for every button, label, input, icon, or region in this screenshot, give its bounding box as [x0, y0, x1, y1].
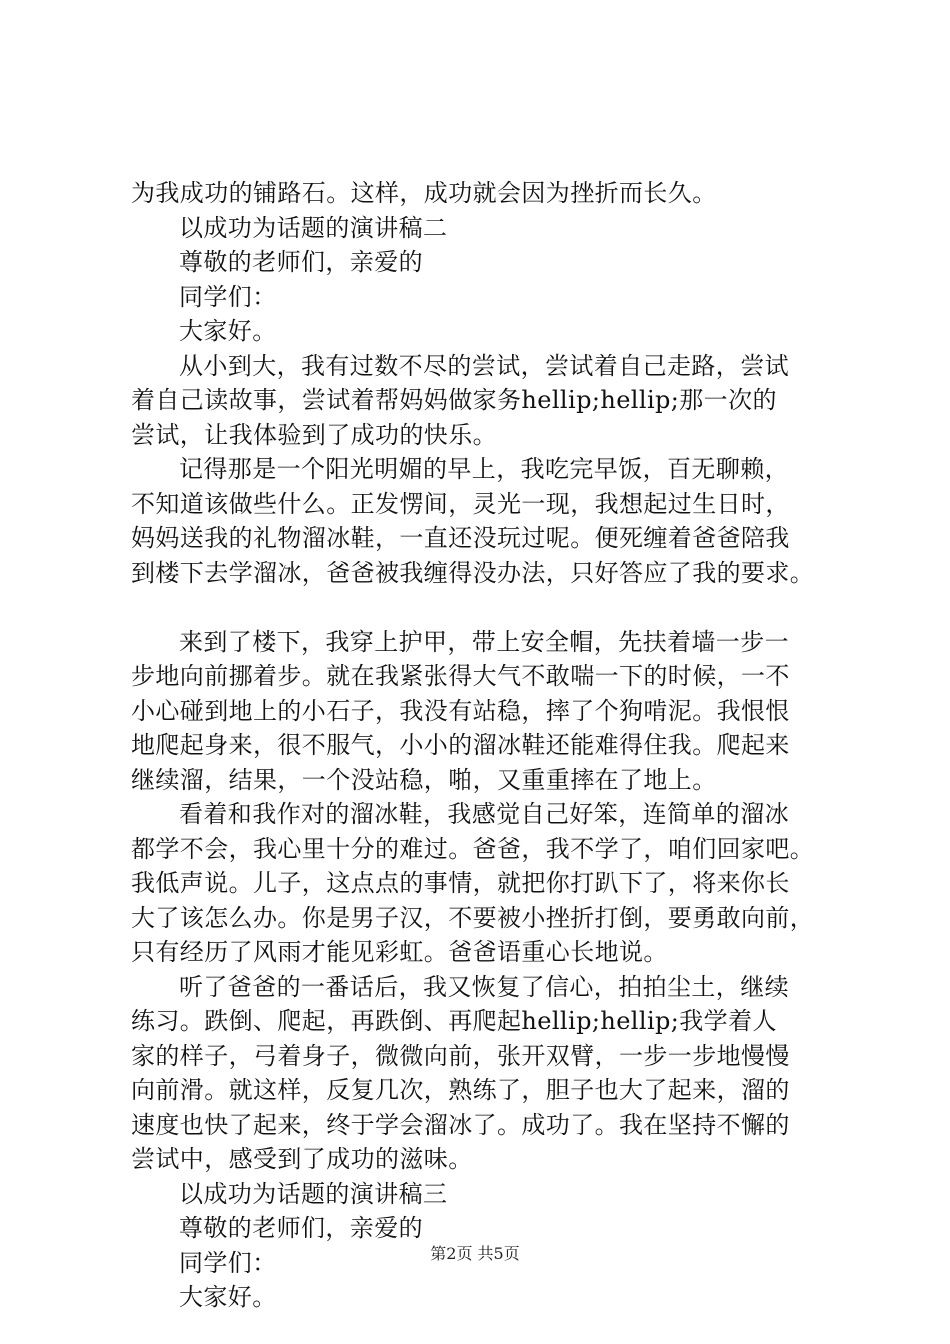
paragraph-line: 我低声说。儿子，这点点的事情，就把你打趴下了，将来你长 [131, 869, 790, 897]
paragraph-line: 大了该怎么办。你是男子汉，不要被小挫折打倒，要勇敢向前， [131, 903, 815, 932]
paragraph-line: 速度也快了起来，终于学会溜冰了。成功了。我在坚持不懈的 [131, 1110, 790, 1139]
paragraph-line: 记得那是一个阳光明媚的早上，我吃完早饭，百无聊赖， [179, 455, 789, 483]
paragraph-line: 地爬起身来，很不服气，小小的溜冰鞋还能难得住我。爬起来 [131, 731, 790, 759]
salutation-line: 同学们： [179, 1248, 277, 1277]
greeting-line: 大家好。 [179, 317, 277, 345]
salutation-line: 同学们： [179, 282, 277, 311]
section-heading-2: 以成功为话题的演讲稿二 [179, 213, 448, 242]
paragraph-line: 步地向前挪着步。就在我紧张得大气不敢喘一下的时候，一不 [131, 662, 790, 690]
paragraph-line: 尝试，让我体验到了成功的快乐。 [131, 420, 497, 449]
paragraph-line: 继续溜，结果，一个没站稳，啪，又重重摔在了地上。 [131, 765, 717, 794]
paragraph-gap [131, 590, 851, 625]
paragraph-line: 练习。跌倒、爬起，再跌倒、再爬起hellip;hellip;我学着人 [131, 1007, 777, 1035]
paragraph-line: 看着和我作对的溜冰鞋，我感觉自己好笨，连简单的溜冰 [179, 800, 789, 828]
paragraph-line: 尝试中，感受到了成功的滋味。 [131, 1145, 473, 1173]
paragraph-line: 来到了楼下，我穿上护甲，带上安全帽，先扶着墙一步一 [179, 627, 789, 656]
document-body [131, 176, 851, 1315]
text-line: 为我成功的铺路石。这样，成功就会因为挫折而长久。 [131, 179, 717, 207]
paragraph-line: 只有经历了风雨才能见彩虹。爸爸语重心长地说。 [131, 938, 668, 966]
paragraph-line: 不知道该做些什么。正发愣间，灵光一现，我想起过生日时， [131, 489, 790, 518]
paragraph-line: 向前滑。就这样，反复几次，熟练了，胆子也大了起来，溜的 [131, 1076, 790, 1104]
page-number-footer: 第2页 共5页 [430, 1244, 520, 1263]
section-heading-3: 以成功为话题的演讲稿三 [179, 1179, 448, 1208]
paragraph-line: 到楼下去学溜冰，爸爸被我缠得没办法，只好答应了我的要求。 [131, 558, 815, 587]
paragraph-line: 听了爸爸的一番话后，我又恢复了信心，拍拍尘土，继续 [179, 972, 789, 1001]
greeting-line: 大家好。 [179, 1283, 277, 1311]
paragraph-line: 小心碰到地上的小石子，我没有站稳，摔了个狗啃泥。我恨恨 [131, 696, 790, 725]
salutation-line: 尊敬的老师们，亲爱的 [179, 248, 423, 276]
paragraph-line: 从小到大，我有过数不尽的尝试，尝试着自己走路，尝试 [179, 351, 789, 380]
paragraph-line: 着自己读故事，尝试着帮妈妈做家务hellip;hellip;那一次的 [131, 386, 777, 414]
paragraph-line: 都学不会，我心里十分的难过。爸爸，我不学了，咱们回家吧。 [131, 834, 815, 863]
paragraph-line: 家的样子，弓着身子，微微向前，张开双臂，一步一步地慢慢 [131, 1041, 790, 1070]
paragraph-line: 妈妈送我的礼物溜冰鞋，一直还没玩过呢。便死缠着爸爸陪我 [131, 524, 790, 552]
salutation-line: 尊敬的老师们，亲爱的 [179, 1214, 423, 1242]
